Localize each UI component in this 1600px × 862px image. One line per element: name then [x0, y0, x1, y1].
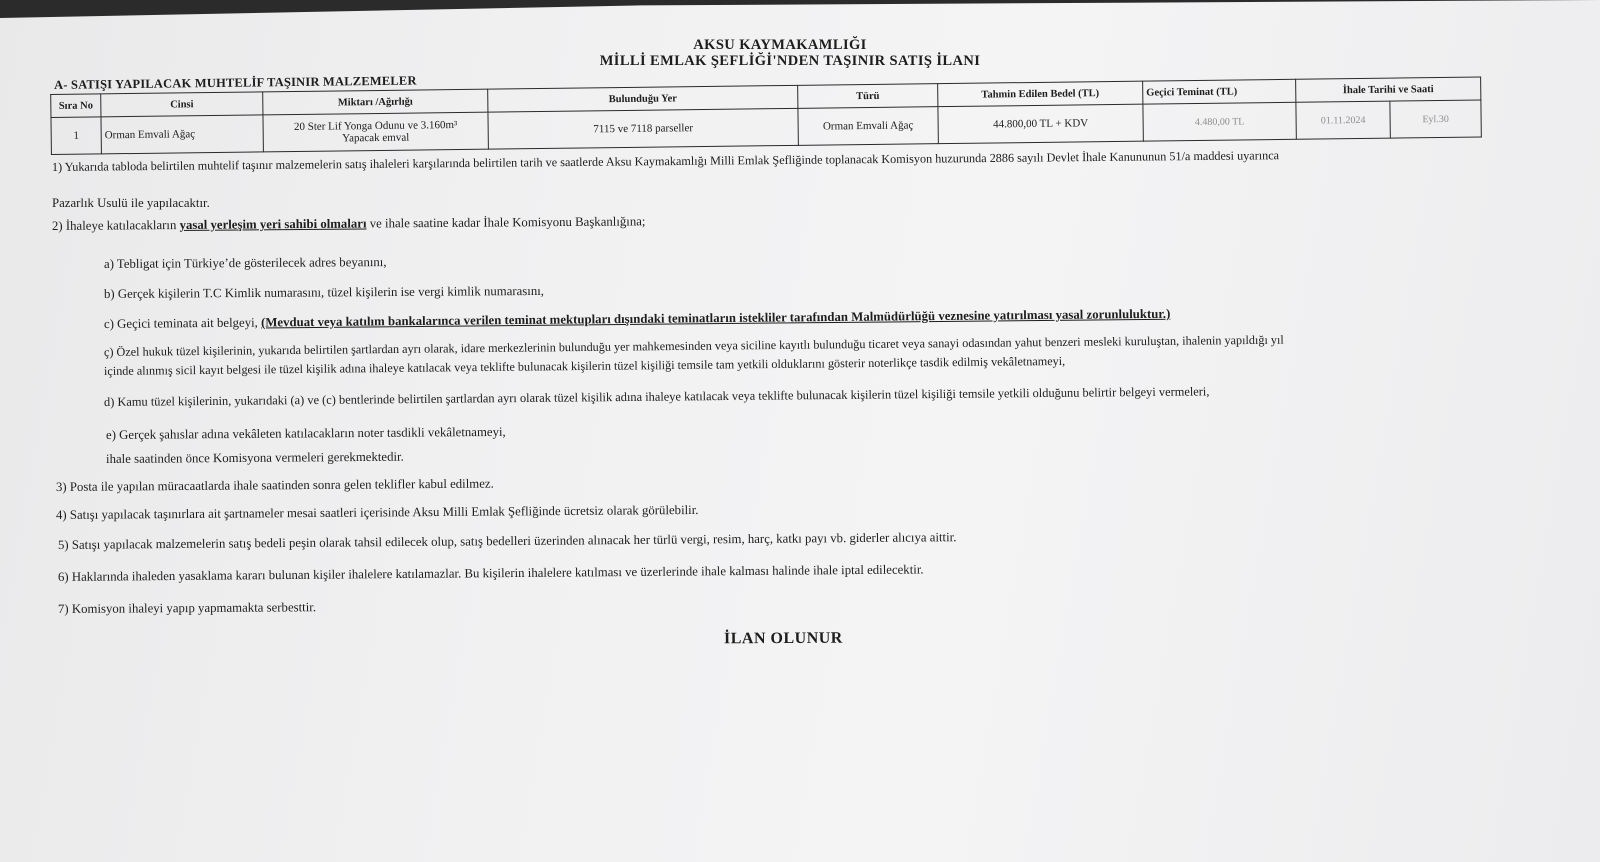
cell-saat: Eyl.30: [1390, 100, 1481, 138]
col-header: Geçici Teminat (TL): [1143, 79, 1296, 104]
item-5: 5) Satışı yapılacak malzemelerin satış bedeli peşin olarak tahsil edilecek olup, satış bedelleri üzerinden alınacak her türlü vergi, resim, harç, katkı payı vb. giderler alıcıya aittir.: [57, 530, 957, 552]
item-2e: e) Gerçek şahıslar adına vekâleten katılacakların noter tasdikli vekâletnameyi,: [105, 424, 506, 442]
item-4: 4) Satışı yapılacak taşınırlara ait şartnameler mesai saatleri içerisinde Aksu Milli Emlak Şefliğinde ücretsiz olarak görülebilir.: [55, 502, 699, 522]
col-header: Cinsi: [101, 92, 263, 117]
document-page: AKSU KAYMAKAMLIĞI MİLLİ EMLAK ŞEFLİĞİ'NDEN TAŞINIR SATIŞ İLANI A- SATIŞI YAPILACAK MUHTELİF TAŞINIR MALZEMELER Sıra No Cinsi Miktarı /Ağırlığı Bulunduğu Yer Türü Tahmin Edilen Bedel (TL) Geçici Teminat (TL) İhale Tarihi ve Saati 1 Orman Emvali Ağaç 20 Ster Lif Yonga Odunu ve 3.160m³ Yapacak emval 7115 ve 7118 parseller Orman Emvali Ağaç 44.800,00 TL + KDV 4.480,00 TL 01.11.2024 Eyl.30 1) Yukarıda tabloda belirtilen muhtelif taşınır malzemelerin satış ihaleleri karşılarında belirtilen tarih ve saatlerde Aksu Kaymakamlığı Milli Emlak Şefliğinde toplanacak Komisyon huzurunda 2886 sayılı Devlet İhale Kanununun 51/a maddesi uyarınca Pazarlık Usulü ile yapılacaktır. 2) İhaleye katılacakların yasal yerleşim yeri sahibi olmaları ve ihale saatine kadar İhale Komisyonu Başkanlığına; a) Tebligat için Türkiye’de gösterilecek adres beyanını, b) Gerçek kişilerin T.C Kimlik numarasını, tüzel kişilerin ise vergi kimlik numarasını, c) Geçici teminata ait belgeyi, (Mevduat veya katılım bankalarınca verilen teminat mektupları dışındaki teminatların istekliler tarafından Malmüdürlüğü veznesine yatırılması yasal zorunluluktur.) ç) Özel hukuk tüzel kişilerinin, yukarıda belirtilen şartlardan ayrı olarak, idare merkezlerinin bulunduğu yer mahkemesinden veya siciline kayıtlı bulunduğu ticaret veya sanayi odasından yahut benzeri mesleki kuruluştan, ihalenin yapıldığı yıl içinde alınmış sicil kayıt belgesi ile tüzel kişilik adına ihaleye katılacak veya teklifte bulunacak kişilerin tüzel kişiliği temsile tam yetkili olduklarını gösterir noterlikçe tasdik edilmiş vekâletnameyi, d) Kamu tüzel kişilerinin, yukarıdaki (a) ve (c) bentlerinde belirtilen şartlardan ayrı olarak tüzel kişilik adına ihaleye katılacak veya teklifte bulunacak kişilerin tüzel kişiliği temsile yetkili olduğunu belirtir belgeyi vermeleri, e) Gerçek şahıslar adına vekâleten katılacakların noter tasdikli vekâletnameyi, ihale saatinden önce Komisyona vermeleri gerekmektedir. 3) Posta ile yapılan müracaatlarda ihale saatinden sonra gelen teklifler kabul edilmez. 4) Satışı yapılacak taşınırlara ait şartnameler mesai saatleri içerisinde Aksu Milli Emlak Şefliğinde ücretsiz olarak görülebilir. 5) Satışı yapılacak malzemelerin satış bedeli peşin olarak tahsil edilecek olup, satış bedelleri üzerinden alınacak her türlü vergi, resim, harç, katkı payı vb. giderler alıcıya aittir. 6) Haklarında ihaleden yasaklama kararı bulunan kişiler ihalelere katılamazlar. Bu kişilerin ihalelere katılması ve üzerlerinde ihale kalması halinde ihale iptal edilecektir. 7) Komisyon ihaleyi yapıp yapmamakta serbesttir. İLAN OLUNUR: [0, 0, 1600, 862]
item-2a: a) Tebligat için Türkiye’de gösterilecek adres beyanını,: [103, 255, 387, 271]
col-header: Bulunduğu Yer: [488, 85, 798, 112]
item-1-line-1: 1) Yukarıda tabloda belirtilen muhtelif taşınır malzemelerin satış ihaleleri karşılarında belirtilen tarih ve saatlerde Aksu Kaymakamlığı Milli Emlak Şefliğinde toplanacak Komisyon huzurunda 2886 sayılı Devlet İhale Kanununun 51/a maddesi uyarınca: [51, 148, 1280, 174]
col-header: İhale Tarihi ve Saati: [1296, 77, 1481, 102]
col-header: Sıra No: [51, 94, 101, 118]
cell-turu: Orman Emvali Ağaç: [798, 107, 938, 146]
item-2e-closing: ihale saatinden önce Komisyona vermeleri gerekmektedir.: [105, 449, 404, 466]
item-2-emphasis: yasal yerleşim yeri sahibi olmaları: [179, 216, 367, 232]
item-2c-emphasis: (Mevduat veya katılım bankalarınca verilen teminat mektupları dışındaki teminatların istekliler tarafından Malmüdürlüğü veznesine yatırılması yasal zorunluluktur.): [260, 306, 1171, 330]
item-2c-text: c) Geçici teminata ait belgeyi,: [103, 315, 262, 331]
item-2-text-end: ve ihale saatine kadar İhale Komisyonu Başkanlığına;: [366, 214, 646, 231]
cell-teminat: 4.480,00 TL: [1143, 102, 1296, 141]
cell-miktar: [263, 112, 488, 152]
item-2-text: 2) İhaleye katılacakların: [51, 217, 180, 233]
closing-statement: İLAN OLUNUR: [723, 629, 843, 648]
miktar-line-1: 20 Ster Lif Yonga Odunu ve 3.160m³: [293, 119, 458, 134]
item-2cc-line-2: içinde alınmış sicil kayıt belgesi ile tüzel kişilik adına ihaleye katılacak veya teklifte bulunacak kişilerin tüzel kişiliği temsile tam yetkili olduklarını gösterir noterlikçe tasdik edilmiş vekâletnameyi,: [103, 353, 1066, 378]
cell-yer: 7115 ve 7118 parseller: [488, 108, 798, 149]
miktar-line-2: Yapacak emval: [342, 131, 410, 145]
item-6: 6) Haklarında ihaleden yasaklama kararı bulunan kişiler ihalelere katılamazlar. Bu kişilerin ihalelere katılması ve üzerlerinde ihale kalması halinde ihale iptal edilecektir.: [57, 562, 924, 584]
col-header: Miktarı /Ağırlığı: [263, 89, 488, 115]
cell-sira: 1: [51, 117, 101, 155]
item-3: 3) Posta ile yapılan müracaatlarda ihale saatinden sonra gelen teklifler kabul edilmez.: [55, 476, 494, 494]
section-a-title: A- SATIŞI YAPILACAK MUHTELİF TAŞINIR MALZEMELER: [53, 73, 417, 92]
item-7: 7) Komisyon ihaleyi yapıp yapmamakta serbesttir.: [57, 600, 317, 616]
sale-table-wrapper: [50, 61, 1482, 155]
background-edge: [0, 0, 1600, 18]
item-2d: d) Kamu tüzel kişilerinin, yukarıdaki (a) ve (c) bentlerinde belirtilen şartlardan ayrı olarak tüzel kişilik adına ihaleye katılacak veya teklifte bulunacak kişilerin tüzel kişiliği temsile yetkili olduğunu belirtir belgeyi vermeleri,: [103, 384, 1210, 409]
cell-cinsi: Orman Emvali Ağaç: [101, 115, 263, 154]
item-2c: [104, 307, 1170, 332]
item-2b: b) Gerçek kişilerin T.C Kimlik numarasını, tüzel kişilerin ise vergi kimlik numarasını,: [103, 283, 545, 301]
cell-tarih: 01.11.2024: [1296, 101, 1390, 139]
item-1-line-2: Pazarlık Usulü ile yapılacaktır.: [52, 196, 210, 210]
cell-bedel: 44.800,00 TL + KDV: [938, 104, 1143, 144]
col-header: Türü: [798, 84, 938, 109]
item-2cc-line-1: ç) Özel hukuk tüzel kişilerinin, yukarıda belirtilen şartlardan ayrı olarak, idare merkezlerinin bulunduğu yer mahkemesinden veya siciline kayıtlı bulunduğu ticaret veya sanayi odasından yahut benzeri mesleki kuruluştan, ihalenin yapıldığı yıl: [103, 332, 1284, 359]
item-2: [52, 214, 646, 234]
col-header: Tahmin Edilen Bedel (TL): [938, 81, 1143, 107]
